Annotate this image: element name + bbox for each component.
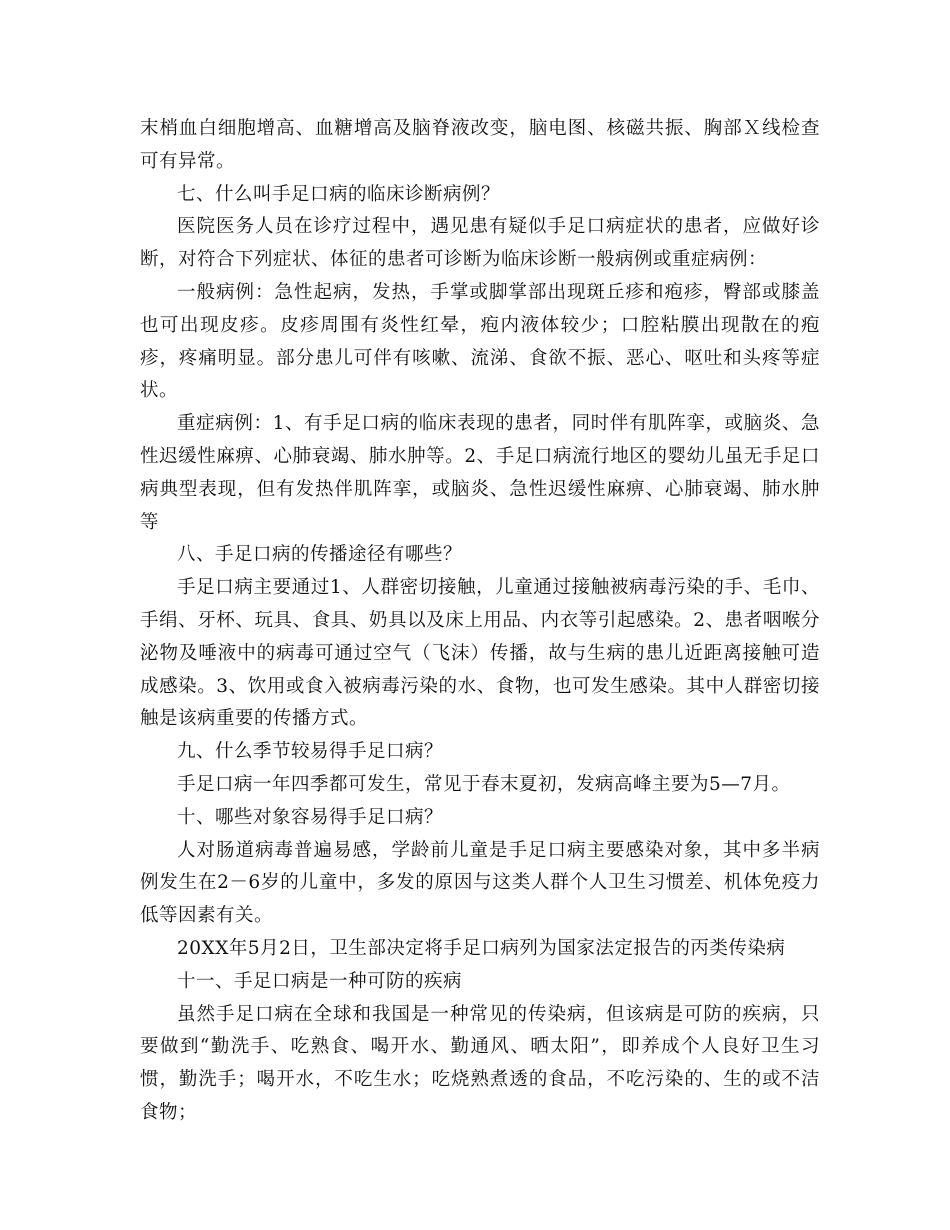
document-page — [140, 113, 820, 1130]
paragraph-general-cases: 一般病例：急性起病，发热，手掌或脚掌部出现斑丘疹和疱疹，臀部或膝盖也可出现皮疹。皮疹周围有炎性红晕，疱内液体较少；口腔粘膜出现散在的疱疹，疼痛明显。部分患儿可伴有咳嗽、流涕、食欲不振、恶心、呕吐和头疼等症状。 — [140, 281, 820, 402]
paragraph-severe-cases: 重症病例：1、有手足口病的临床表现的患者，同时伴有肌阵挛，或脑炎、急性迟缓性麻痹、心肺衰竭、肺水肿等。2、手足口病流行地区的婴幼儿虽无手足口病典型表现，但有发热伴肌阵挛，或脑炎、急性迟缓性麻痹、心肺衰竭、肺水肿等 — [140, 413, 820, 533]
paragraph-transmission: 手足口病主要通过1、人群密切接触，儿童通过接触被病毒污染的手、毛巾、手绢、牙杯、玩具、食具、奶具以及床上用品、内衣等引起感染。2、患者咽喉分泌物及唾液中的病毒可通过空气（飞沫）传播，故与生病的患儿近距离接触可造成感染。3、饮用或食入被病毒污染的水、食物，也可发生感染。其中人群密切接触是该病重要的传播方式。 — [140, 577, 820, 730]
paragraph-legal-classification: 20XX年5月2日，卫生部决定将手足口病列为国家法定报告的丙类传染病 — [177, 937, 786, 959]
paragraph-continued-lab-results: 末梢血白细胞增高、血糖增高及脑脊液改变，脑电图、核磁共振、胸部Ｘ线检查可有异常。 — [140, 118, 820, 172]
section-heading-10: 十、哪些对象容易得手足口病？ — [177, 806, 444, 828]
section-heading-7: 七、什么叫手足口病的临床诊断病例？ — [177, 183, 501, 205]
paragraph-diagnosis-intro: 医院医务人员在诊疗过程中，遇见患有疑似手足口病症状的患者，应做好诊断，对符合下列症状、体征的患者可诊断为临床诊断一般病例或重症病例： — [140, 216, 820, 271]
paragraph-season: 手足口病一年四季都可发生，常见于春末夏初，发病高峰主要为5—7月。 — [177, 773, 791, 795]
paragraph-prevention: 虽然手足口病在全球和我国是一种常见的传染病，但该病是可防的疾病，只要做到“勤洗手、吃熟食、喝开水、勤通风、晒太阳”，即养成个人良好卫生习惯，勤洗手；喝开水，不吃生水；吃烧熟煮透的食品，不吃污染的、生的或不洁食物； — [140, 1003, 820, 1123]
section-heading-11: 十一、手足口病是一种可防的疾病 — [177, 970, 463, 992]
paragraph-susceptible-groups: 人对肠道病毒普遍易感，学龄前儿童是手足口病主要感染对象，其中多半病例发生在2－6岁的儿童中，多发的原因与这类人群个人卫生习惯差、机体免疫力低等因素有关。 — [140, 839, 820, 927]
section-heading-8: 八、手足口病的传播途径有哪些？ — [177, 544, 463, 566]
section-heading-9: 九、什么季节较易得手足口病？ — [177, 741, 444, 763]
